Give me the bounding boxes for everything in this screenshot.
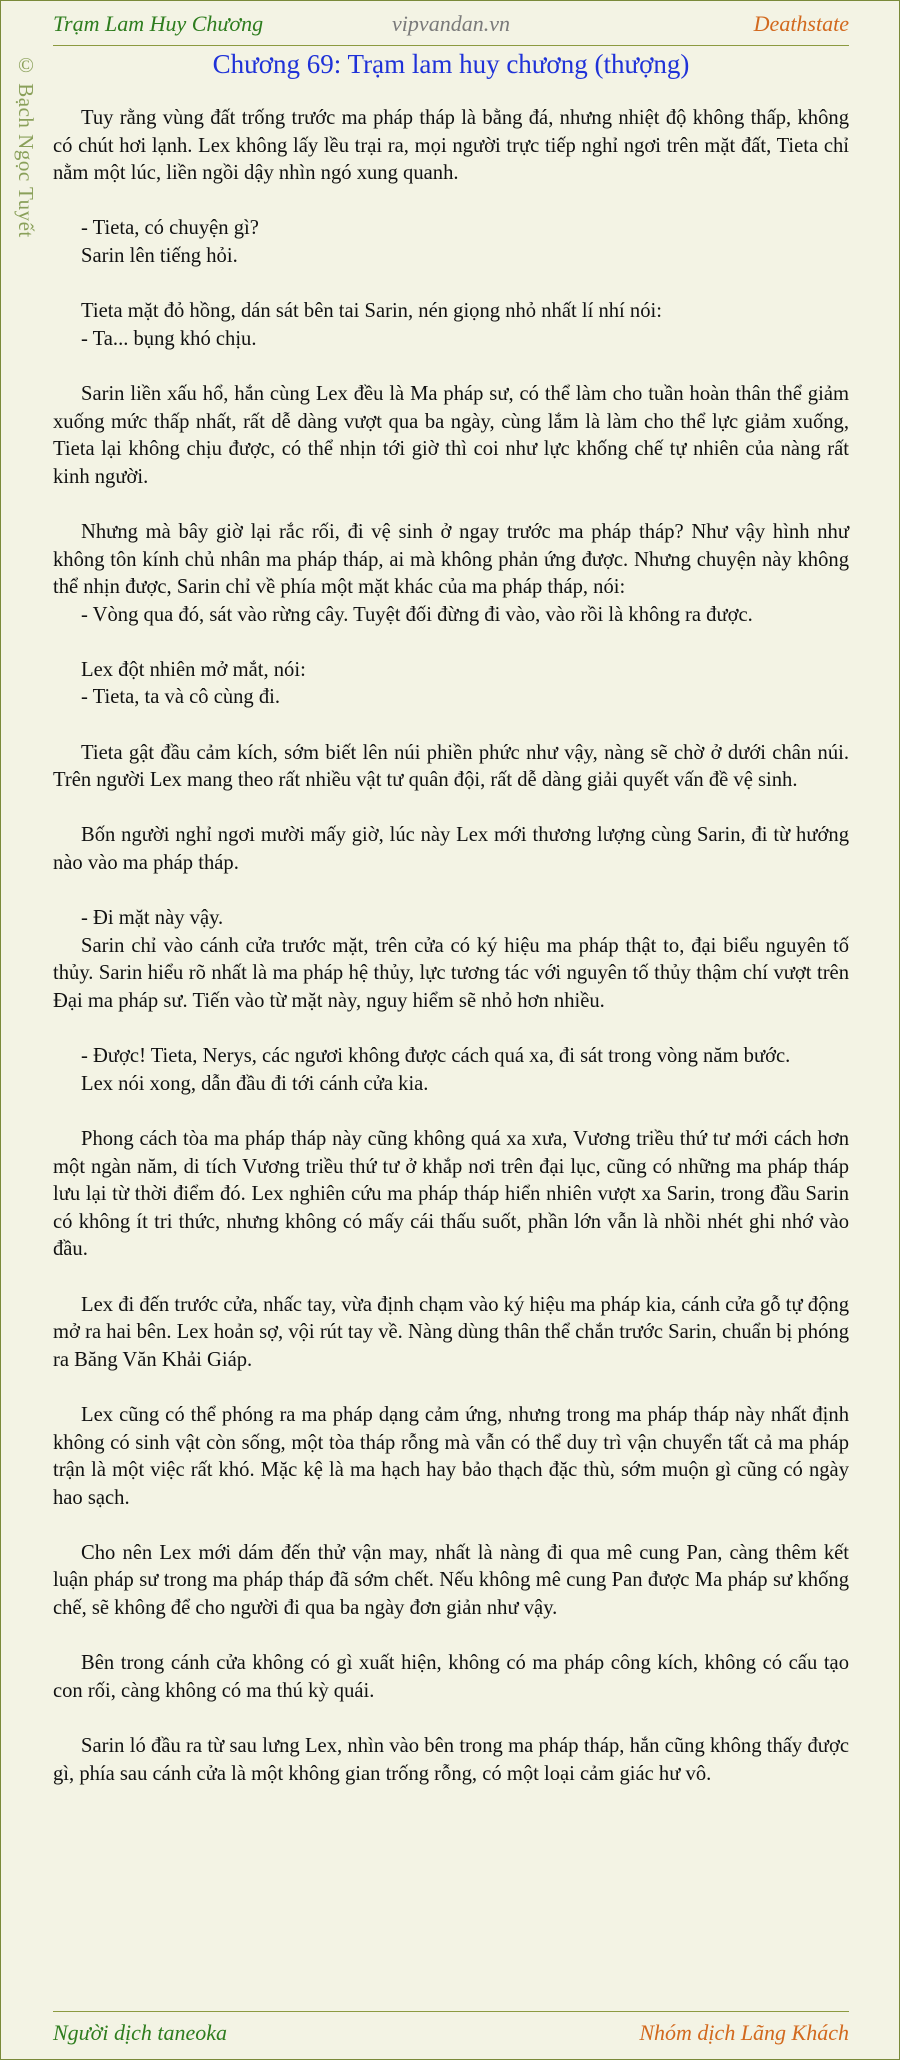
paragraph-line: - Đi mặt này vậy.	[81, 907, 224, 930]
paragraph	[53, 1126, 849, 1264]
footer-translator: Người dịch taneoka	[53, 2020, 228, 2045]
paragraph-line: Tieta gật đầu cảm kích, sớm biết lên núi phiền phức như vậy, nàng sẽ chờ ở dưới chân núi. Trên người Lex mang theo rất nhiều vật tư quân đội, rất dễ dàng giải quyết vấn đề vệ sinh.	[53, 741, 849, 792]
paragraph-line: Phong cách tòa ma pháp tháp này cũng không quá xa xưa, Vương triều thứ tư mới cách hơn một ngàn năm, di tích Vương triều thứ tư ở khắp nơi trên đại lục, cũng có những ma pháp tháp lưu lại từ thời điểm đó. Lex nghiên cứu ma pháp tháp hiển nhiên vượt xa Sarin, trong đầu Sarin có không ít tri thức, nhưng không có mấy cái thấu suốt, phần lớn vẫn là nhồi nhét ghi nhớ vào đầu.	[53, 1127, 849, 1261]
paragraph-line: Sarin lên tiếng hỏi.	[81, 244, 238, 267]
paragraph-line: Sarin chỉ vào cánh cửa trước mặt, trên cửa có ký hiệu ma pháp thật to, đại biểu nguyên tố thủy. Sarin hiểu rõ nhất là ma pháp hệ thủy, lực tương tác với nguyên tố thủy thậm chí vượt trên Đại ma pháp sư. Tiến vào từ mặt này, nguy hiểm sẽ nhỏ hơn nhiều.	[53, 934, 849, 1012]
page-footer	[53, 2011, 849, 2045]
paragraph	[53, 1733, 849, 1788]
paragraph-line: Bốn người nghỉ ngơi mười mấy giờ, lúc này Lex mới thương lượng cùng Sarin, đi từ hướng nào vào ma pháp tháp.	[53, 824, 849, 875]
paragraph-line: Lex cũng có thể phóng ra ma pháp dạng cảm ứng, nhưng trong ma pháp tháp này nhất định không có sinh vật còn sống, một tòa tháp rỗng mà vẫn có thể duy trì vận chuyển tất cả ma pháp trận là một việc rất khó. Mặc kệ là ma hạch hay bảo thạch đặc thù, sớm muộn gì cũng có ngày hao sạch.	[53, 1403, 849, 1509]
paragraph-line: - Được! Tieta, Nerys, các ngươi không được cách quá xa, đi sát trong vòng năm bước.	[81, 1045, 791, 1068]
paragraph-line: - Vòng qua đó, sát vào rừng cây. Tuyệt đối đừng đi vào, vào rồi là không ra được.	[81, 603, 753, 626]
paragraph	[53, 215, 849, 270]
paragraph	[53, 1043, 849, 1098]
paragraph-line: Lex nói xong, dẫn đầu đi tới cánh cửa kia.	[81, 1072, 429, 1095]
paragraph-line: - Tieta, ta và cô cùng đi.	[81, 686, 281, 709]
paragraph-line: Lex đi đến trước cửa, nhấc tay, vừa định chạm vào ký hiệu ma pháp kia, cánh cửa gỗ tự động mở ra hai bên. Lex hoản sợ, vội rút tay về. Nàng dùng thân thể chắn trước Sarin, chuẩn bị phóng ra Băng Văn Khải Giáp.	[53, 1293, 849, 1371]
header-site-link[interactable]: vipvandan.vn	[392, 11, 510, 36]
paragraph	[53, 1292, 849, 1375]
footer-group: Nhóm dịch Lãng Khách	[639, 2020, 849, 2045]
paragraph	[53, 1650, 849, 1705]
paragraph	[53, 657, 849, 712]
paragraph	[53, 298, 849, 353]
header-author: Deathstate	[753, 11, 849, 36]
paragraph-line: Sarin ló đầu ra từ sau lưng Lex, nhìn vào bên trong ma pháp tháp, hắn cũng không thấy được gì, phía sau cánh cửa là một không gian trống rỗng, có một loại cảm giác hư vô.	[53, 1735, 849, 1785]
chapter-title: Chương 69: Trạm lam huy chương (thượng)	[212, 49, 690, 79]
paragraph-line: - Ta... bụng khó chịu.	[81, 327, 257, 350]
paragraph-line: Tieta mặt đỏ hồng, dán sát bên tai Sarin, nén giọng nhỏ nhất lí nhí nói:	[81, 300, 662, 323]
paragraph	[53, 1402, 849, 1512]
copyright-watermark: © Bạch Ngọc Tuyết	[14, 53, 38, 238]
paragraph	[53, 105, 849, 188]
page-header	[53, 11, 849, 46]
paragraph	[53, 905, 849, 1015]
paragraph-line: Bên trong cánh cửa không có gì xuất hiện, không có ma pháp công kích, không có cấu tạo con rối, càng không có ma thú kỳ quái.	[53, 1652, 849, 1702]
paragraph	[53, 519, 849, 629]
header-book-title: Trạm Lam Huy Chương	[53, 11, 264, 36]
paragraph-line: Nhưng mà bây giờ lại rắc rối, đi vệ sinh ở ngay trước ma pháp tháp? Như vậy hình như không tôn kính chủ nhân ma pháp tháp, ai mà không phản ứng được. Nhưng chuyện này không thể nhịn được, Sarin chỉ về phía một mặt khác của ma pháp tháp, nói:	[53, 520, 849, 599]
paragraph-line: Tuy rằng vùng đất trống trước ma pháp tháp là bằng đá, nhưng nhiệt độ không thấp, không có chút hơi lạnh. Lex không lấy lều trại ra, mọi người trực tiếp nghỉ ngơi trên mặt đất, Tieta chỉ nằm một lúc, liền ngồi dậy nhìn ngó xung quanh.	[53, 107, 849, 185]
paragraph-line: Lex đột nhiên mở mắt, nói:	[81, 658, 306, 681]
paragraph	[53, 740, 849, 795]
paragraph	[53, 381, 849, 491]
paragraph-line: Cho nên Lex mới dám đến thử vận may, nhất là nàng đi qua mê cung Pan, càng thêm kết luận pháp sư trong ma pháp tháp đã sớm chết. Nếu không mê cung Pan được Ma pháp sư khống chế, sẽ không để cho người đi qua ba ngày đơn giản như vậy.	[53, 1541, 849, 1620]
chapter-body	[53, 105, 849, 1816]
paragraph-line: - Tieta, có chuyện gì?	[81, 217, 259, 240]
paragraph	[53, 1540, 849, 1623]
paragraph	[53, 822, 849, 877]
paragraph-line: Sarin liền xấu hổ, hắn cùng Lex đều là Ma pháp sư, có thể làm cho tuần hoàn thân thể giảm xuống mức thấp nhất, rất dễ dàng vượt qua ba ngày, cùng lắm là làm cho thể lực giảm xuống, Tieta lại không chịu được, có thể nhịn tới giờ thì coi như lực khống chế tự nhiên của nàng rất kinh người.	[53, 382, 849, 488]
